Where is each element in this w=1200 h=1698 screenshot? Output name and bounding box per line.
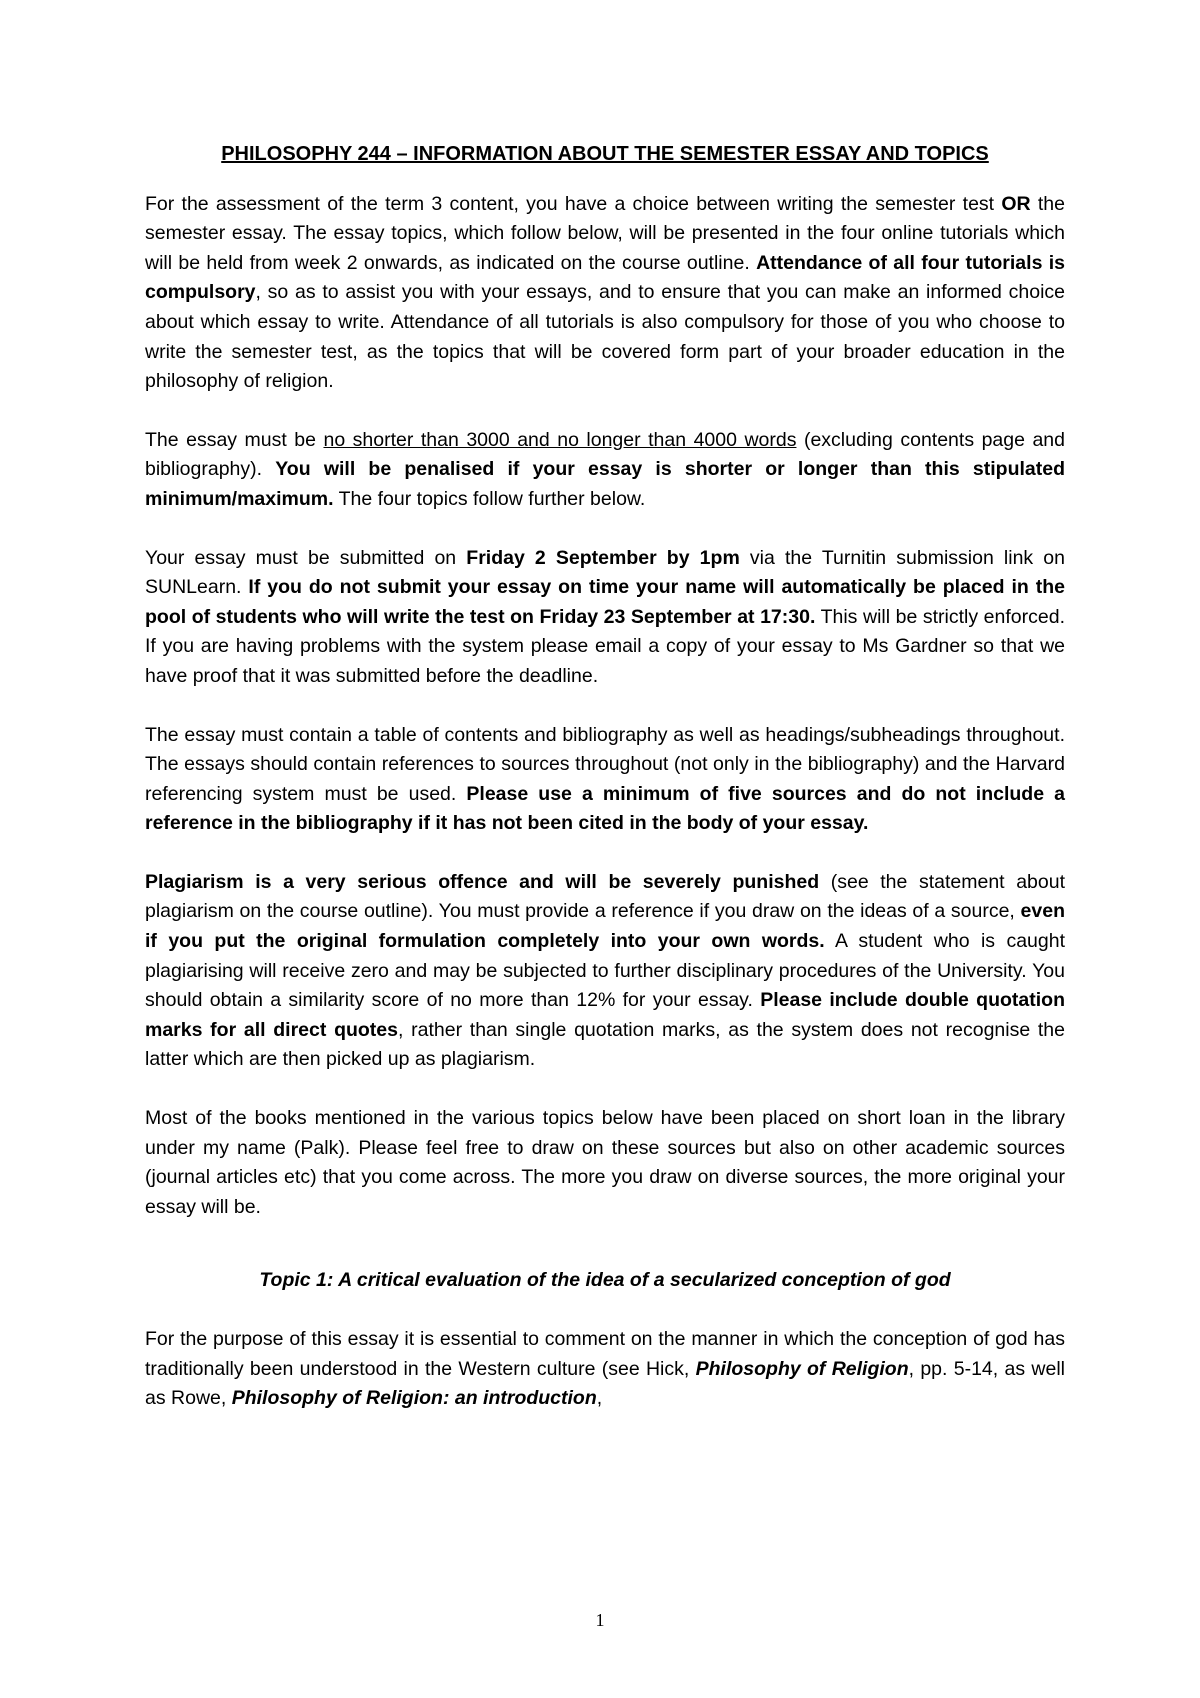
topic-1-heading: Topic 1: A critical evaluation of the idea of a secularized conception of god xyxy=(259,1269,951,1292)
page-number: 1 xyxy=(595,1610,605,1630)
paragraph-assessment-choice: For the assessment of the term 3 content, you have a choice between writing the semester test OR the semester essay. The essay topics, which follow below, will be presented in the four online tutorials which will be held from week 2 onwards, as indicated on the course outline. Attendance of all four tutorials is compulsory, so as to assist you with your essays, and to ensure that you can make an informed choice about which essay to write. Attendance of all tutorials is also compulsory for those of you who choose to write the semester test, as the topics that will be covered form part of your broader education in the philosophy of religion. xyxy=(145,192,1065,393)
paragraph-topic-1: For the purpose of this essay it is essential to comment on the manner in which the conception of god has traditionally been understood in the Western culture (see Hick, Philosophy of Religion, pp. 5-14, as well as Rowe, Philosophy of Religion: an introduction, xyxy=(145,1328,1065,1410)
document-page xyxy=(145,140,1065,1443)
paragraph-submission-deadline: Your essay must be submitted on Friday 2 September by 1pm via the Turnitin submission link on SUNLearn. If you do not submit your essay on time your name will automatically be placed in the pool of students who will write the test on Friday 23 September at 17:30. This will be strictly enforced. If you are having problems with the system please email a copy of your essay to Ms Gardner so that we have proof that it was submitted before the deadline. xyxy=(145,546,1065,687)
document-title: PHILOSOPHY 244 – INFORMATION ABOUT THE SEMESTER ESSAY AND TOPICS xyxy=(221,143,989,165)
paragraph-sources: Most of the books mentioned in the various topics below have been placed on short loan in the library under my name (Palk). Please feel free to draw on these sources but also on other academic sources (journal articles etc) that you come across. The more you draw on diverse sources, the more original your essay will be. xyxy=(145,1107,1065,1218)
paragraph-plagiarism: Plagiarism is a very serious offence and will be severely punished (see the statement about plagiarism on the course outline). You must provide a reference if you draw on the ideas of a source, even if you put the original formulation completely into your own words. A student who is caught plagiarising will receive zero and may be subjected to further disciplinary procedures of the University. You should obtain a similarity score of no more than 12% for your essay. Please include double quotation marks for all direct quotes, rather than single quotation marks, as the system does not recognise the latter which are then picked up as plagiarism. xyxy=(145,870,1066,1071)
paragraph-word-limit: The essay must be no shorter than 3000 and no longer than 4000 words (excluding contents page and bibliography). You will be penalised if your essay is shorter or longer than this stipulated minimum/maximum. The four topics follow further below. xyxy=(145,428,1065,510)
paragraph-essay-structure: The essay must contain a table of contents and bibliography as well as headings/subheadings throughout. The essays should contain references to sources throughout (not only in the bibliography) and the Harvard referencing system must be used. Please use a minimum of five sources and do not include a reference in the bibliography if it has not been cited in the body of your essay. xyxy=(145,723,1065,835)
